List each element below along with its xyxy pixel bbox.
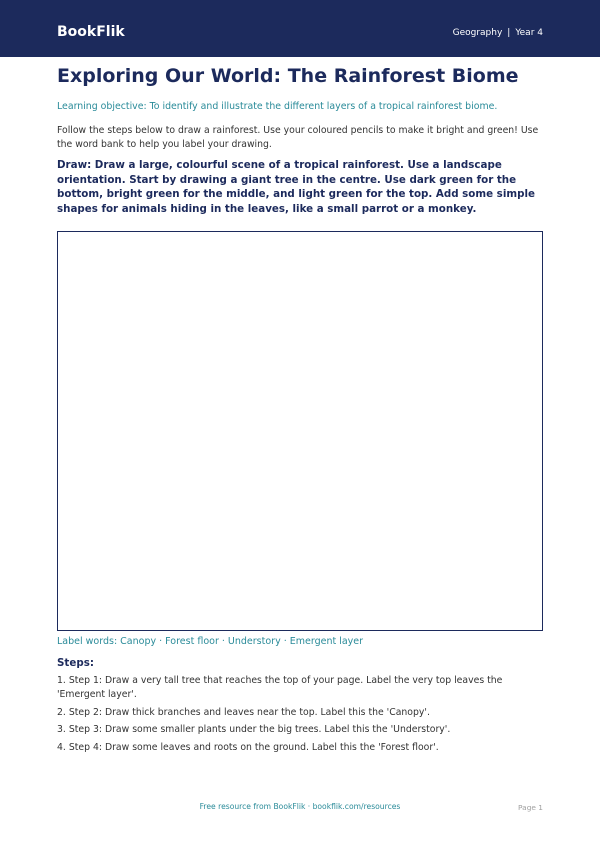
page-title: Exploring Our World: The Rainforest Biome <box>57 65 519 87</box>
subject-year <box>453 27 543 39</box>
page-number: Page 1 <box>518 803 543 812</box>
steps-title: Steps: <box>57 657 94 669</box>
subject-separator: | <box>507 28 511 38</box>
step-item: 1. Step 1: Draw a very tall tree that reaches the top of your page. Label the very top leaves the 'Emergent layer'. <box>57 675 503 700</box>
learning-objective: Learning objective: To identify and illustrate the different layers of a tropical rainforest biome. <box>57 101 498 112</box>
draw-instruction: Draw: Draw a large, colourful scene of a tropical rainforest. Use a landscape orientation. Start by drawing a giant tree in the centre. Use dark green for the bottom, bright green for the middle, and light green for the top. Add some simple shapes for animals hiding in the leaves, like a small parrot or a monkey. <box>57 159 535 215</box>
header-bar <box>0 0 600 57</box>
subject-label: Geography <box>452 28 503 38</box>
label-words: Label words: Canopy · Forest floor · Understory · Emergent layer <box>57 636 364 647</box>
step-item: 3. Step 3: Draw some smaller plants under the big trees. Label this the 'Understory'. <box>57 724 451 735</box>
steps-list <box>57 674 545 758</box>
footer-credit: Free resource from BookFlik · bookflik.com/resources <box>199 802 401 811</box>
year-label: Year 4 <box>515 28 543 38</box>
step-item: 2. Step 2: Draw thick branches and leaves near the top. Label this the 'Canopy'. <box>57 706 430 718</box>
intro-text: Follow the steps below to draw a rainforest. Use your coloured pencils to make it bright and green! Use the word bank to help you label your drawing. <box>57 125 539 150</box>
step-item: 4. Step 4: Draw some leaves and roots on the ground. Label this the 'Forest floor'. <box>57 741 439 753</box>
brand-logo: BookFlik <box>57 24 125 40</box>
drawing-area <box>57 231 543 631</box>
